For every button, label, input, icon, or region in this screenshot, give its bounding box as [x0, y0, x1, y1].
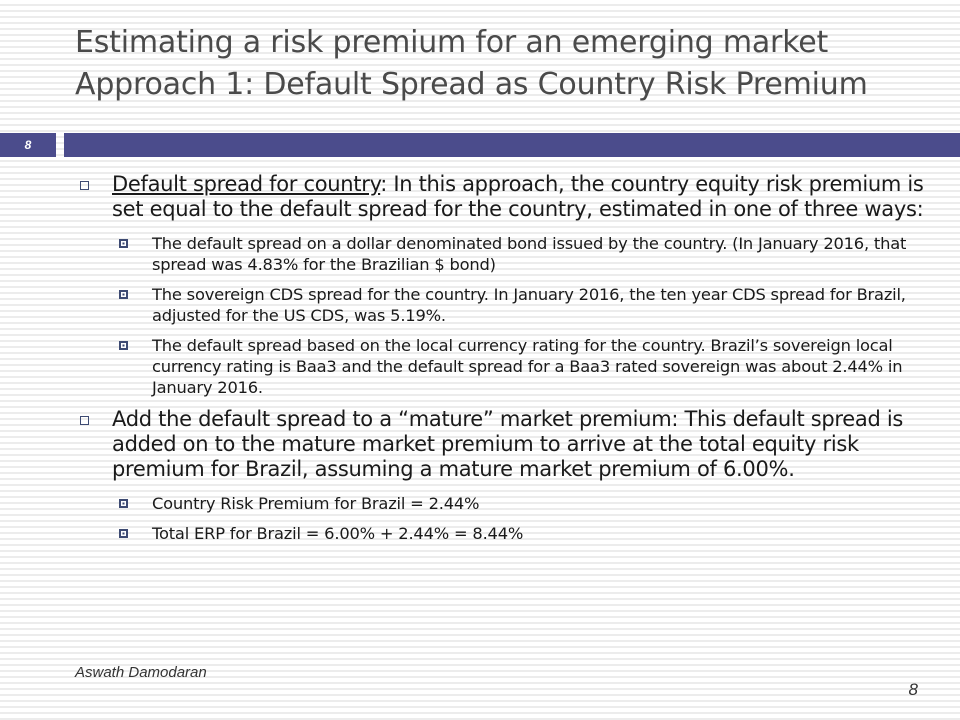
- title-line-1: Estimating a risk premium for an emerging market: [75, 25, 829, 60]
- sub-bullet-cds-spread: [140, 284, 930, 326]
- header-accent-bar: [64, 133, 960, 157]
- bullet-lead-underlined: Default spread for country: [112, 172, 381, 196]
- square-bullet-icon: [80, 181, 89, 190]
- footer-author: Aswath Damodaran: [75, 664, 207, 681]
- bullet-add-default-spread: [100, 407, 930, 482]
- sub-bullet-text: The sovereign CDS spread for the country. In January 2016, the ten year CDS spread for Brazil, adjusted for the US CDS, was 5.19%.: [152, 285, 906, 325]
- sub-bullet-country-risk-premium: [140, 493, 930, 514]
- sub-bullet-dollar-bond: [140, 233, 930, 275]
- sub-bullet-text: Country Risk Premium for Brazil = 2.44%: [152, 494, 480, 513]
- slide-title: [75, 22, 935, 106]
- filled-square-bullet-icon: [119, 529, 128, 538]
- sub-bullet-text: Total ERP for Brazil = 6.00% + 2.44% = 8.44%: [152, 524, 524, 543]
- filled-square-bullet-icon: [119, 290, 128, 299]
- sub-bullet-local-rating: [140, 335, 930, 398]
- title-line-2: Approach 1: Default Spread as Country Risk Premium: [75, 67, 868, 102]
- filled-square-bullet-icon: [119, 239, 128, 248]
- sub-bullet-text: The default spread on a dollar denominated bond issued by the country. (In January 2016, that spread was 4.83% for the Brazilian $ bond): [152, 234, 907, 274]
- bullet-text: Add the default spread to a “mature” market premium: This default spread is added on to the mature market premium to arrive at the total equity risk premium for Brazil, assuming a mature market premium of 6.00%.: [112, 407, 904, 481]
- filled-square-bullet-icon: [119, 499, 128, 508]
- footer-page-number: 8: [908, 680, 918, 699]
- sub-bullet-text: The default spread based on the local currency rating for the country. Brazil’s sovereign local currency rating is Baa3 and the default spread for a Baa3 rated sovereign was about 2.44% in January 2016.: [152, 336, 903, 397]
- header-bar-row: [0, 133, 960, 157]
- bullet-text: : In this approach, the country equity risk premium is set equal to the default spread for the country, estimated in one of three ways:: [112, 172, 924, 221]
- square-bullet-icon: [80, 416, 89, 425]
- bullet-default-spread: [100, 172, 930, 222]
- page-number-tab: 8: [0, 133, 56, 157]
- sub-bullet-total-erp: [140, 523, 930, 544]
- slide-content: [100, 172, 930, 553]
- filled-square-bullet-icon: [119, 341, 128, 350]
